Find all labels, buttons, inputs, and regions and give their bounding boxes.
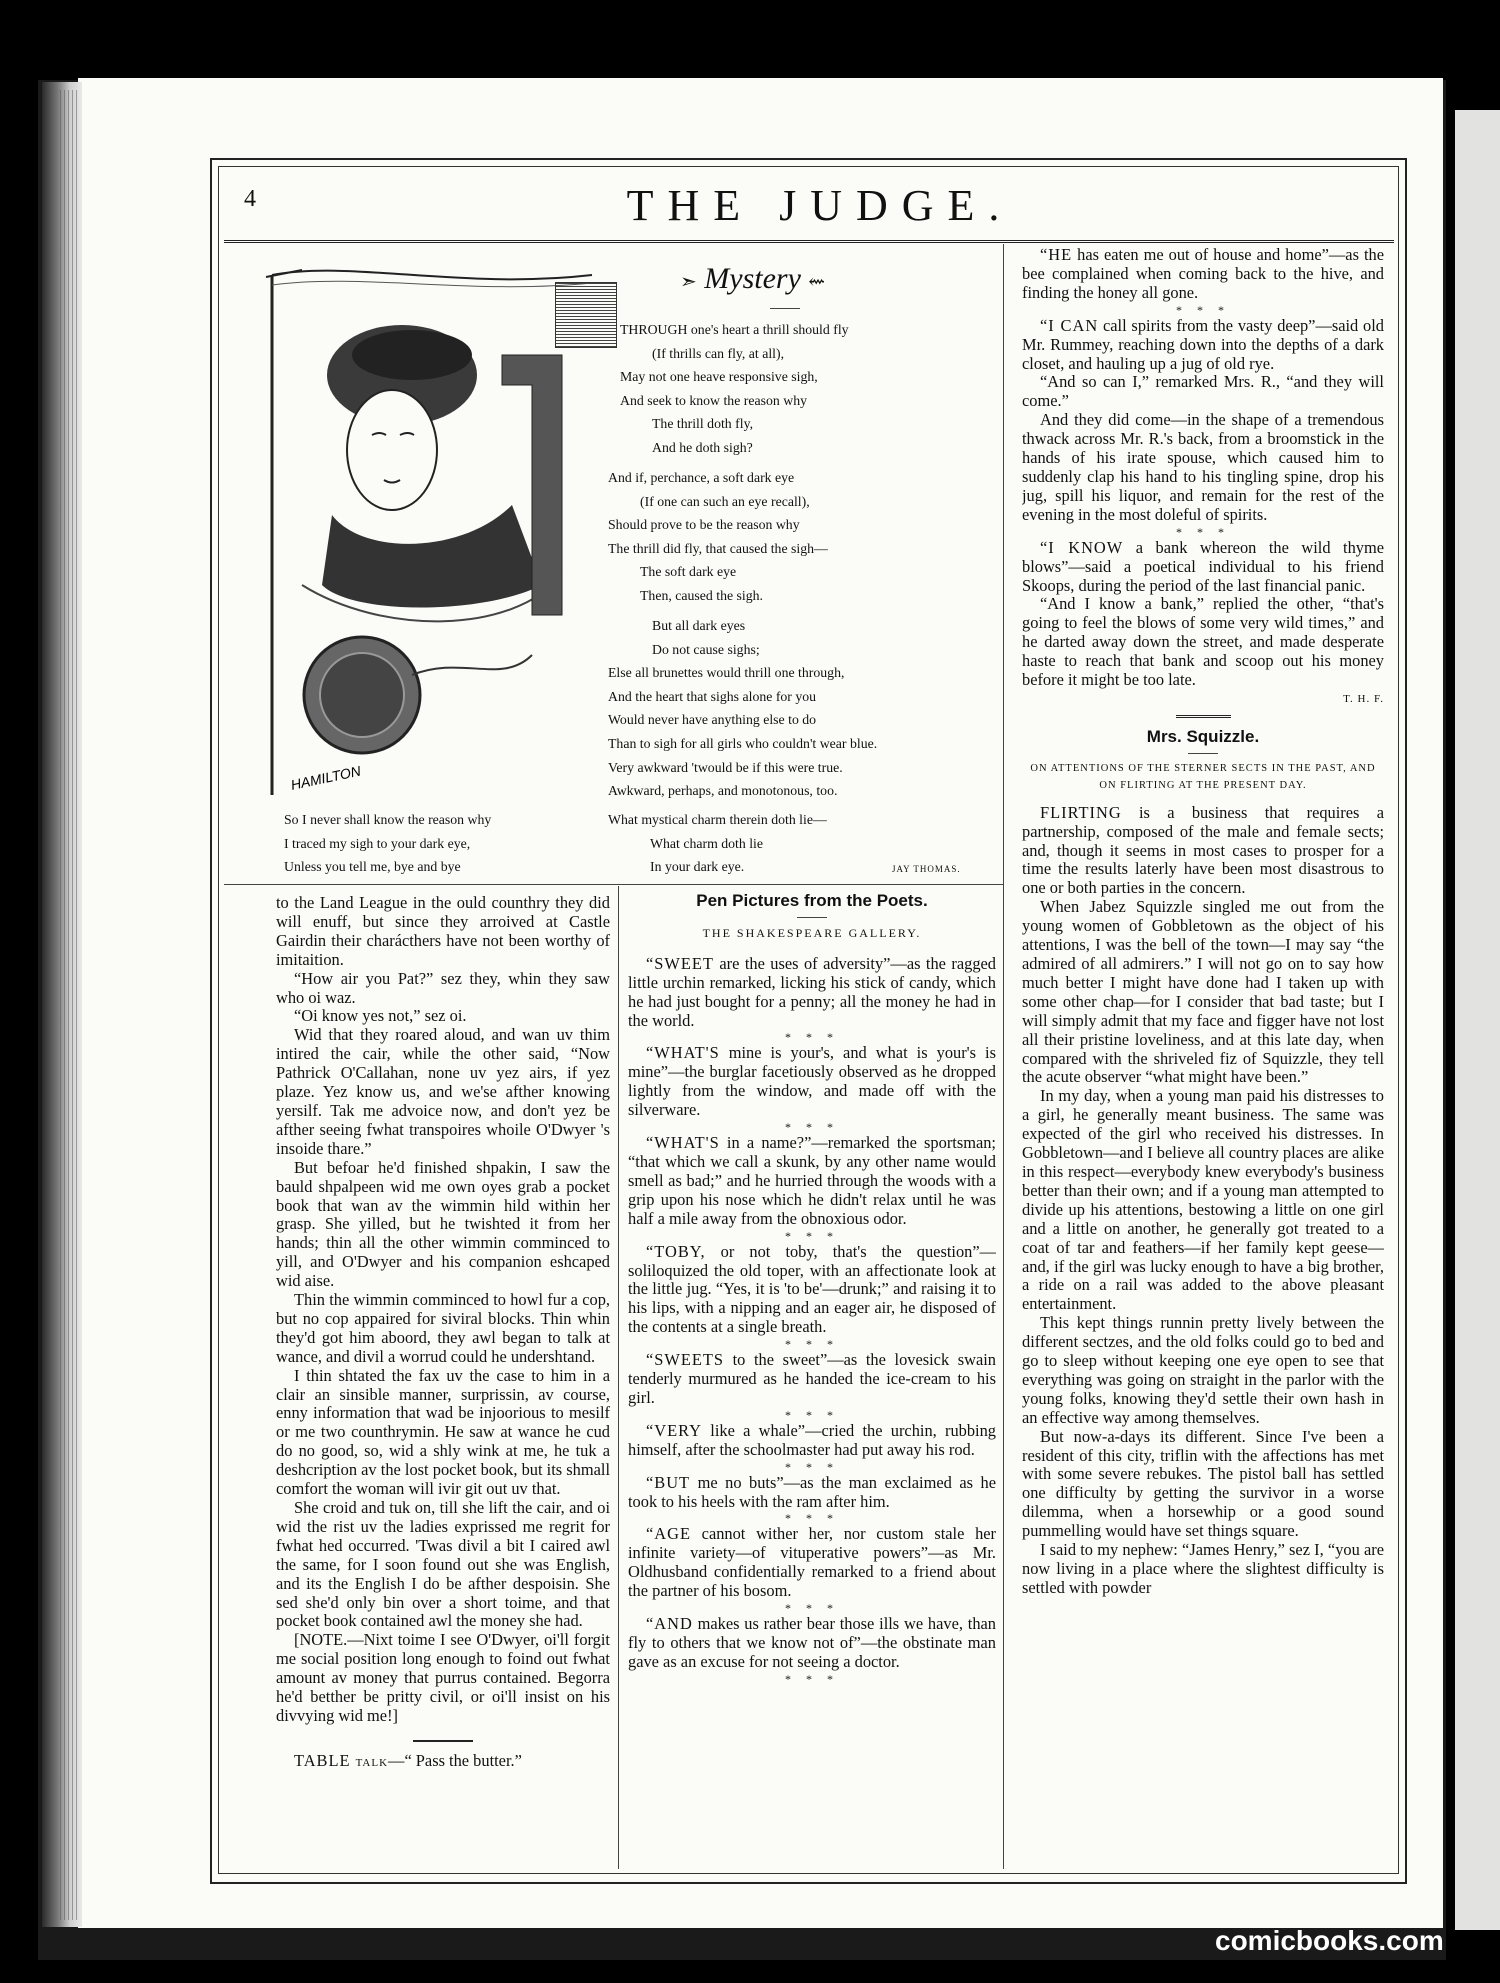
title-ornament-right-icon: ⇜ [808, 271, 826, 293]
section-rule [413, 1740, 473, 1742]
pen-pictures-subtitle: THE SHAKESPEARE GALLERY. [702, 925, 922, 940]
paragraph: This kept things runnin pretty lively between the different sectzes, and the old folks could go to bed and go to sleep without keeping one eye open to see that everything was going on straight in the parlor with the young folks, knowing they'd settle their own hash in an effective way among themselves. [1022, 1313, 1384, 1427]
poem-stanza-1 [620, 318, 849, 460]
drop-cap-t [555, 282, 617, 348]
quip-text: like a whale”—cried the urchin, rubbing himself, after the schoolmaster had put away his rod. [628, 1420, 996, 1459]
next-page-edge [1455, 110, 1500, 1930]
quip-text: a bank whereon the wild thyme blows”—said a poetical individual to his friend Skoops, during the period of the last financial panic. [1022, 537, 1384, 595]
poem-line: I traced my sigh to your dark eye, [284, 835, 471, 851]
poem-line: Do not cause sighs; [652, 641, 760, 657]
poem-title [680, 262, 825, 296]
quip-item [628, 1134, 996, 1229]
star-separator: * * * [785, 1120, 839, 1135]
column-rule-right [1003, 244, 1004, 1869]
quip-lead: “VERY [646, 1420, 702, 1440]
poem-line: And he doth sigh? [652, 439, 753, 455]
quip-text: me no buts”—as the man exclaimed as he took to his heels with the ram after him. [628, 1472, 996, 1511]
quip-text: cannot wither her, nor custom stale her infinite variety—of vituperative powers”—as Mr. Oldhusband confidentially remarked to a friend about the partner of his bosom. [628, 1524, 996, 1601]
poem-title-text: Mystery [704, 262, 801, 295]
quip-lead: “BUT [646, 1472, 691, 1492]
poem-line: But all dark eyes [652, 618, 746, 633]
masthead-title: THE JUDGE. [626, 181, 1014, 230]
poem-line: Would never have anything else to do [608, 712, 817, 728]
quip-item [1022, 595, 1384, 690]
quip-lead: “I CAN [1040, 315, 1099, 335]
quip-lead: “I KNOW [1040, 537, 1124, 557]
paragraph-lead: FLIRTING [1040, 802, 1122, 822]
paragraph: In my day, when a young man paid his distresses to a girl, he generally meant business. The same was expected of the girl who received his distresses. In Gobbletown—and I believe all country places are alike in this respect—everybody knew everybody's business better than their own; and if a young man attempted to divide up his attentions, bestowing a little on one girl and a little on another, he generally got treated to a coat of tar and feathers—if her family kept geese—and, if the girl was lucky enough to have a big brother, a ride on a rail was added to the above pleasant entertainment. [1022, 1086, 1384, 1314]
column-rule-left [618, 886, 619, 1869]
star-separator: * * * [785, 1601, 839, 1616]
quip-item [628, 1422, 996, 1460]
squizzle-title: Mrs. Squizzle. [1146, 726, 1260, 746]
quip-lead: “AGE [646, 1524, 691, 1544]
poem-line: What mystical charm therein doth lie— [608, 812, 827, 827]
paragraph: I said to my nephew: “James Henry,” sez I, “you are now living in a place where the slightest difficulty is settled with powder [1022, 1540, 1384, 1597]
star-separator: * * * [785, 1407, 839, 1422]
illustration-signature: HAMILTON [289, 762, 363, 793]
star-separator: * * * [1176, 524, 1230, 539]
poem-bottom-rule [224, 884, 1003, 885]
quip-lead: “TOBY, [646, 1241, 706, 1261]
quip-text: And they did come—in the shape of a tremendous thwack across Mr. R.'s back, from a broomstick in the hands of his irate spouse, which caused him to suddenly clap his hand to his tingling spine, drop his jug, spill his liquor, and remain for the rest of the evening in the most doleful of spirits. [1022, 410, 1384, 524]
paragraph-text: is a business that requires a partnership, composed of the male and female sects; and, though it seems in most cases to prosper for a time the results laterly have been most disastrous to one or both parties in the concern. [1022, 802, 1384, 898]
paragraph: I thin shtated the fax uv the case to him in a clair an sinsible manner, surprissin, av course, enny information that wad be injoorious to mesilf or me two counthrymin. He saw at wance he cud do no good, so, wid a shly wink at me, he tuk a deshcription av the lost pocket book, but its shmall comfort the woman will ivir git out uv that. [276, 1365, 610, 1499]
title-rule [1188, 753, 1218, 754]
poem-line: And seek to know the reason why [620, 392, 807, 408]
page-number: 4 [244, 186, 256, 212]
title-ornament-left-icon: ➣ [680, 271, 697, 293]
paragraph: But now-a-days its different. Since I've been a resident of this city, triflin with the affections has met with some severe rebukes. The pistol ball has settled one difficulty by getting the survivor in a worse dilemma, when a horsewhip or a good sound pummelling would have set things square. [1022, 1426, 1384, 1541]
star-separator: * * * [1176, 302, 1230, 317]
quip-text: in a name?”—remarked the sportsman; “that which we call a skunk, by any other name would smell as bad;” and he hurried through the woods with a grip upon his nose which he didn't relax until he was half a mile away from the obnoxious odor. [628, 1133, 996, 1228]
quip-text: makes us rather bear those ills we have, than fly to others that we know not of”—the obstinate man gave as an excuse for not seeing a doctor. [628, 1614, 996, 1671]
paragraph: She croid and tuk on, till she lift the cair, and oi wid the rist uv the ladies exprissed me regrit for fwhat hed occurred. 'Twas divil a bit I caired awl the same, for I soon found out she was English, and its the English I do be afther despoisin. She sed she'd only bin over a short toime, and that pocket book contained awl the money she had. [276, 1498, 610, 1631]
poem-line: (If one can such an eye recall), [640, 493, 810, 509]
site-watermark: comicbooks.com [1215, 1925, 1444, 1956]
quip-item [1022, 539, 1384, 596]
poem-author: JAY THOMAS. [892, 864, 961, 874]
star-separator: * * * [785, 1459, 839, 1474]
poem-line: Should prove to be the reason why [608, 517, 800, 533]
poem-line: And if, perchance, a soft dark eye [608, 470, 795, 485]
quip-text: has eaten me out of house and home”—as the bee complained when coming back to the hive, and finding the honey all gone. [1022, 246, 1384, 302]
poem-line: In your dark eye. [650, 859, 745, 875]
poem-line: May not one heave responsive sigh, [620, 369, 818, 385]
poem-line: Awkward, perhaps, and monotonous, too. [608, 783, 838, 799]
poem-line: Very awkward 'twould be if this were true. [608, 759, 843, 775]
quip-text: “And so can I,” remarked Mrs. R., “and they will come.” [1022, 372, 1384, 411]
poem-stanza-2 [608, 466, 828, 608]
poem-title-rule [770, 308, 800, 309]
quip-item [1022, 246, 1384, 303]
title-rule [797, 917, 827, 918]
poem-line: What charm doth lie [650, 835, 764, 851]
quip-lead: “AND [646, 1614, 693, 1634]
paragraph: “How air you Pat?” sez they, whin they saw who oi waz. [276, 968, 610, 1007]
poem-line: (If thrills can fly, at all), [652, 345, 785, 361]
star-separator: * * * [785, 1671, 839, 1686]
quip-text: “And I know a bank,” replied the other, “that's going to feel the blows of some very wild times,” and he darted away down the street, and made desperate haste to reach that bank and scoop out his money before it might be too late. [1022, 594, 1384, 690]
column-irish-story [276, 894, 610, 1869]
squizzle-subtitle: ON ATTENTIONS OF THE STERNER SECTS IN THE PAST, AND ON FLIRTING AT THE PRESENT DAY. [1030, 762, 1376, 791]
poem-line: Then, caused the sigh. [640, 587, 763, 603]
quip-text: mine is your's, and what is your's is mine”—the burglar facetiously observed as he dropped lightly from the window, and made off with the silverware. [628, 1043, 996, 1120]
quip-lead: “WHAT'S [646, 1043, 720, 1063]
poem-stanza-left [284, 808, 491, 879]
quip-lead: “SWEETS [646, 1350, 725, 1370]
poem-line: The soft dark eye [640, 564, 737, 580]
poem-line: Than to sigh for all girls who couldn't wear blue. [608, 735, 878, 751]
table-talk-text: —“ Pass the butter.” [388, 1750, 522, 1770]
paragraph: Thin the wimmin comminced to howl fur a cop, but no cop appaired for siviral blocks. Thin whin they'd got him aboord, they awl began to talk at wance, and divil a worrud could he undershtand. [276, 1290, 610, 1366]
table-talk-lead: TABLE talk [294, 1750, 389, 1770]
quip-lead: “HE [1040, 246, 1073, 264]
binding-texture [60, 90, 80, 1920]
paragraph: But befoar he'd finished shpakin, I saw the bauld shpalpeen wid me own oyes grab a pocket book that wan av the wimmin hild within her grasp. She yilled, but he twishted it from her hands; thin all the other wimmin comminced to yill, and O'Dwyer and his companion eshcaped wid aise. [276, 1157, 610, 1291]
quip-item [628, 1243, 996, 1338]
poem-line: The thrill doth fly, [652, 416, 754, 432]
table-talk [276, 1752, 610, 1771]
poem-line: And the heart that sighs alone for you [608, 688, 817, 704]
quip-item [628, 1525, 996, 1601]
poem-stanza-4 [608, 808, 827, 879]
quip-text: to the sweet”—as the lovesick swain tenderly murmured as he handed the ice-cream to his girl. [628, 1350, 996, 1407]
poem-stanza-3 [608, 614, 877, 803]
quip-item [628, 1474, 996, 1512]
quip-lead: “WHAT'S [646, 1133, 720, 1153]
quip-lead: “SWEET [646, 953, 714, 973]
pen-pictures-title: Pen Pictures from the Poets. [696, 892, 928, 910]
quip-item [1022, 317, 1384, 374]
quip-item [1022, 373, 1384, 411]
quip-text: or not toby, that's the question”—soliloquized the old toper, with an affectionate look at the little jug. “Yes, it is 'to be'—drunk;” and raising it to his lips, with a nipping and an eager air, he disposed of the contents at a single breath. [628, 1241, 996, 1337]
paragraph [1022, 804, 1384, 899]
quip-item [1022, 411, 1384, 524]
quip-text: are the uses of adversity”—as the ragged little urchin remarked, licking his stick of candy, which he had just bought for a penny; all the money he had in the world. [628, 953, 996, 1030]
column-pen-pictures [628, 892, 996, 1867]
poem-line: So I never shall know the reason why [284, 812, 492, 827]
quip-text: call spirits from the vasty deep”—said old Mr. Rummey, reaching down into the depths of a dark closet, and hauling up a jug of old rye. [1022, 315, 1384, 373]
star-separator: * * * [785, 1337, 839, 1352]
poem-line: THROUGH one's heart a thrill should fly [620, 322, 849, 337]
poem-line: The thrill did fly, that caused the sigh— [608, 540, 828, 556]
column-right [1022, 246, 1384, 1868]
paragraph: to the Land League in the ould counthry they did will enuff, but since they arroived at Castle Gairdin their charácthers have not been worthy of imitaition. [276, 894, 610, 969]
masthead-rule [224, 240, 1394, 243]
author-initials: T. H. F. [1343, 692, 1384, 705]
quip-item [628, 1615, 996, 1672]
poem-line: Unless you tell me, bye and bye [284, 859, 461, 875]
star-separator: * * * [785, 1228, 839, 1243]
star-separator: * * * [785, 1030, 839, 1045]
quip-item [628, 1351, 996, 1408]
section-rule [1176, 715, 1231, 718]
paragraph: “Oi know yes not,” sez oi. [294, 1006, 467, 1026]
paragraph: When Jabez Squizzle singled me out from the young women of Gobbletown as the object of his attentions, I was the bell of the town—I may say “the admired of all admirers.” I will not go on to say how much better I might have done had I taken up with some other chap—for I consider that bad taste; but I will simply admit that my face and figger have not lost all their pristine loveliness, and at this late day, when compared with the shriveled fiz of Squizzle, they tell the acute observer “what might have been.” [1022, 897, 1384, 1087]
paragraph: [NOTE.—Nixt toime I see O'Dwyer, oi'll forgit me social position long enough to foind out fwhat amount av money that purrus contained. Begorra he'd betther be pritty civil, or oi'll insist on his divvying wid me!] [276, 1630, 610, 1725]
star-separator: * * * [785, 1511, 839, 1526]
quip-item [628, 1044, 996, 1120]
paragraph: Wid that they roared aloud, and wan uv thim intired the cair, while the other said, “Now Pathrick O'Callahan, none uv yez airs, if yez plaze. Yez know us, and we'se afther knowing yersilf. Tak me advoice now, and don't yez be afther seeing fwhat transpoires whoile O'Dwyer 's insoide thare.” [276, 1025, 610, 1158]
quip-item [628, 955, 996, 1031]
poem-line: Else all brunettes would thrill one through, [608, 665, 845, 681]
